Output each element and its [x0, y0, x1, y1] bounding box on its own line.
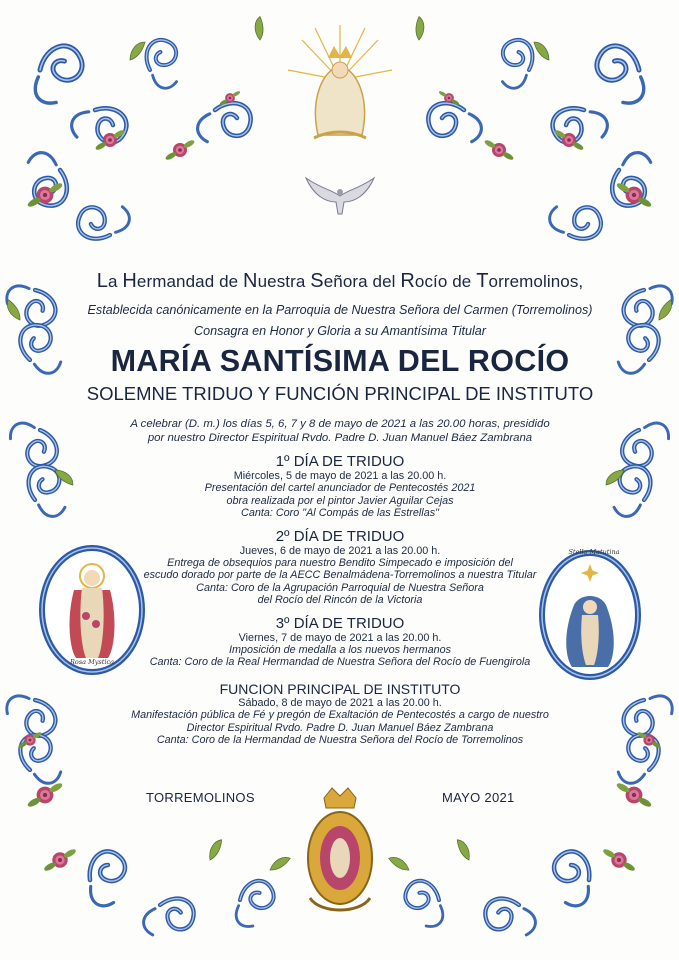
dove-icon [306, 178, 374, 214]
footer-date: MAYO 2021 [442, 790, 515, 805]
main-title: MARÍA SANTÍSIMA DEL ROCÍO [110, 344, 570, 378]
funcion-line: Director Espiritual Rvdo. Padre D. Juan Manuel Báez Zambrana [186, 721, 494, 734]
funcion-principal [70, 681, 610, 747]
hermandad-word-part: L [96, 270, 108, 292]
triduo-day-line: Entrega de obsequios para nuestro Bendito Simpecado e imposición del [167, 557, 513, 570]
triduo-days [70, 453, 610, 669]
triduo-day-line: escudo dorado por parte de la AECC Benalmádena-Torremolinos a nuestra Titular [143, 569, 537, 582]
triduo-day [70, 615, 610, 669]
triduo-day-line: obra realizada por el pintor Javier Aguilar Cejas [226, 494, 454, 507]
triduo-day [70, 453, 610, 520]
triduo-day-line: Canta: Coro de la Real Hermandad de Nuestra Señora del Rocío de Fuengirola [149, 656, 531, 669]
triduo-day-line: del Rocío del Rincón de la Victoria [257, 594, 423, 607]
hermandad-word-part: ocío [414, 272, 453, 291]
triduo-day-heading: 2º DÍA DE TRIDUO [275, 527, 405, 545]
intro-line-2: por nuestro Director Espiritual Rvdo. Padre D. Juan Manuel Báez Zambrana [147, 432, 533, 444]
top-right-ornament [411, 16, 662, 252]
hermandad-word-part: ermandad [136, 272, 220, 291]
triduo-day-date: Jueves, 6 de mayo de 2021 a las 20.00 h. [239, 544, 441, 557]
hermandad-word-part: de [219, 272, 244, 291]
funcion-date: Sábado, 8 de mayo de 2021 a las 20.00 h. [238, 696, 442, 709]
funcion-line: Manifestación pública de Fé y pregón de Exaltación de Pentecostés a cargo de nuestro [131, 709, 549, 722]
hermandad-word-part: T [476, 270, 489, 292]
left-side-ornament [3, 276, 76, 808]
triduo-day-line: Canta: Coro de la Agrupación Parroquial de Nuestra Señora [196, 581, 484, 594]
top-left-ornament [17, 16, 268, 252]
right-side-ornament [603, 276, 676, 808]
virgin-emblem [288, 25, 392, 138]
triduo-day-line: Canta: Coro "Al Compás de las Estrellas" [241, 507, 439, 520]
rosa-mystica-label: Rosa Mystica [70, 658, 114, 666]
hermandad-word-part: H [122, 270, 137, 292]
triduo-day [70, 528, 610, 607]
hermandad-crest [308, 788, 372, 910]
hermandad-word-part: R [400, 270, 415, 292]
triduo-day-heading: 1º DÍA DE TRIDUO [275, 453, 405, 470]
triduo-day-line: Presentación del cartel anunciador de Pentecostés 2021 [204, 482, 476, 495]
hermandad-word-part: N [243, 270, 258, 292]
subtitle: SOLEMNE TRIDUO Y FUNCIÓN PRINCIPAL DE INSTITUTO [86, 383, 594, 404]
hermandad-word-part: uestra [257, 272, 311, 291]
hermandad-line [70, 270, 610, 293]
consagra-line: Consagra en Honor y Gloria a su Amantísima Titular [194, 324, 486, 338]
funcion-line: Canta: Coro de la Hermandad de Nuestra Señora del Rocío de Torremolinos [156, 734, 524, 747]
hermandad-word-part: a [107, 272, 123, 291]
stella-matutina-label: Stella Matutina [568, 548, 620, 556]
triduo-day-line: Imposición de medalla a los nuevos hermanos [228, 644, 452, 657]
establecida-line: Establecida canónicamente en la Parroquia de Nuestra Señora del Carmen (Torremolinos) [87, 303, 593, 317]
footer-place: TORREMOLINOS [146, 790, 255, 805]
triduo-day-date: Miércoles, 5 de mayo de 2021 a las 20.00 h. [233, 470, 447, 482]
hermandad-word-part: eñora [323, 272, 373, 291]
hermandad-word-part: orremolinos, [488, 272, 584, 291]
hermandad-word-part: del [372, 272, 401, 291]
hermandad-word-part: S [310, 270, 324, 292]
triduo-day-date: Viernes, 7 de mayo de 2021 a las 20.00 h. [238, 631, 442, 644]
intro-line-1: A celebrar (D. m.) los días 5, 6, 7 y 8 de mayo de 2021 a las 20.00 horas, presidido [130, 418, 550, 430]
hermandad-word-part: de [452, 272, 477, 291]
poster-text [70, 268, 610, 747]
triduo-day-heading: 3º DÍA DE TRIDUO [275, 614, 405, 632]
funcion-heading: FUNCION PRINCIPAL DE INSTITUTO [219, 680, 461, 697]
